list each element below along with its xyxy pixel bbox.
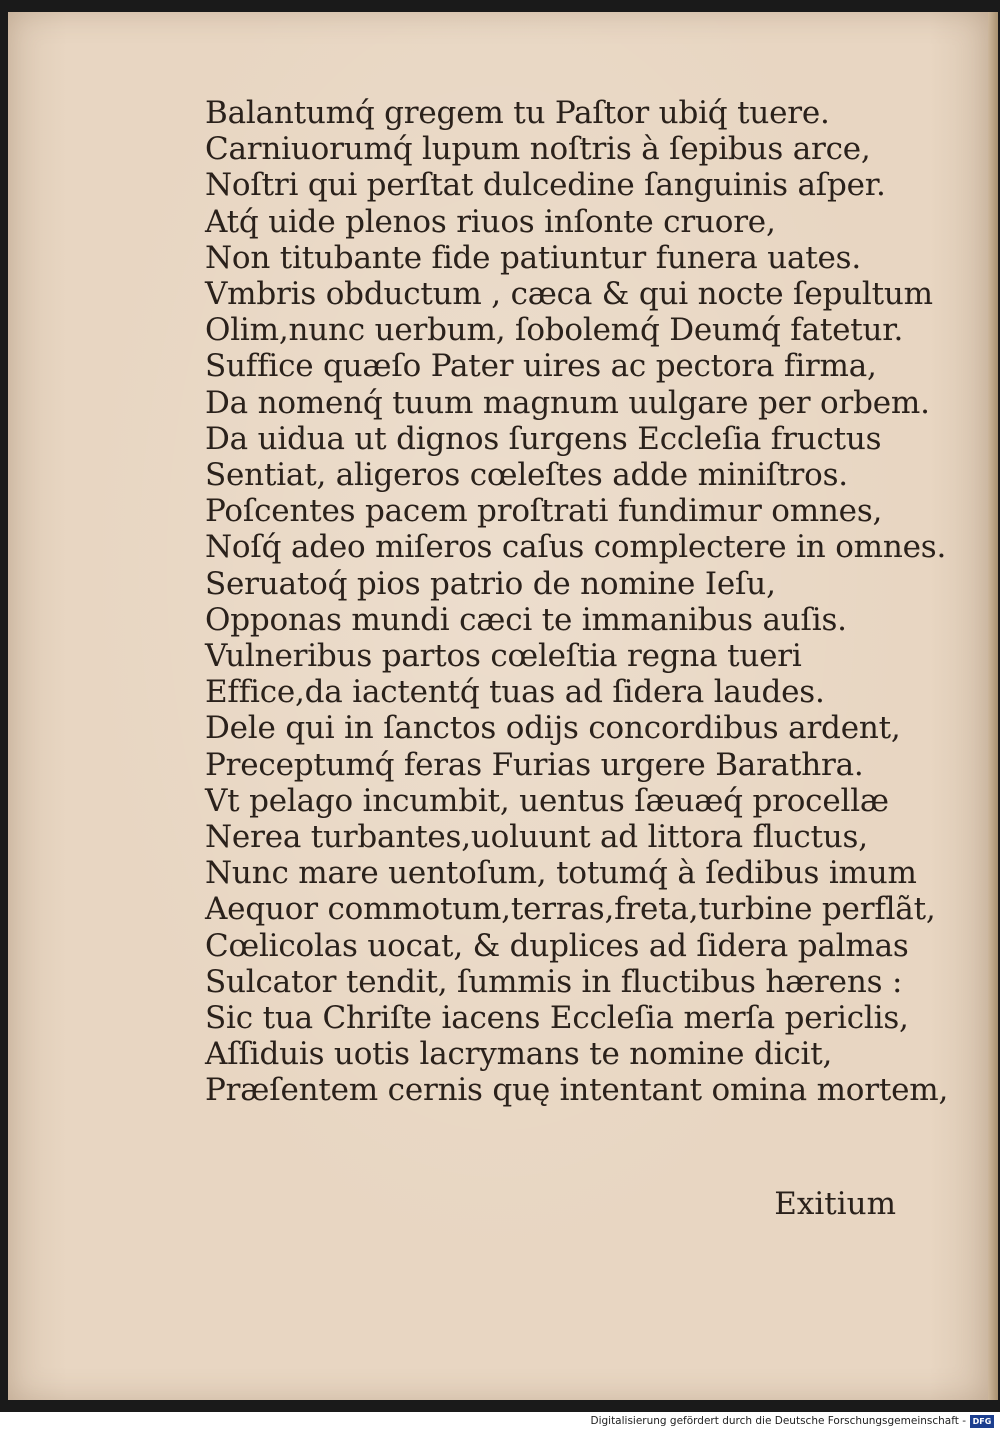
verse-line: Balantumq́ gregem tu Paſtor ubiq́ tuere. bbox=[205, 95, 830, 131]
verse-line: Suffice quæſo Pater uires ac pectora firma, bbox=[205, 348, 877, 385]
verse-line: Dele qui in ſanctos odijs concordibus ardent, bbox=[205, 710, 901, 747]
verse-line: Sentiat, aligeros cœleſtes adde miniſtros. bbox=[205, 457, 848, 494]
footer-bar bbox=[0, 1412, 1000, 1432]
verse-line: Noſtri qui perſtat dulcedine ſanguinis aſper. bbox=[205, 167, 886, 204]
verse-line: Atq́ uide plenos riuos inſonte cruore, bbox=[205, 203, 776, 240]
verse-line: Cœlicolas uocat, & duplices ad ſidera palmas bbox=[205, 927, 909, 964]
verse-line: Carniuorumq́ lupum noſtris à ſepibus arce, bbox=[205, 131, 871, 168]
verse-line: Nunc mare uentoſum, totumq́ à ſedibus imum bbox=[205, 855, 917, 892]
verse-line: Præſentem cernis quę intentant omina mortem, bbox=[205, 1072, 949, 1109]
verse-line: Effice,da iactentq́ tuas ad ſidera laudes. bbox=[205, 674, 825, 711]
verse-line: Preceptumq́ feras Furias urgere Barathra. bbox=[205, 746, 864, 783]
verse-line: Opponas mundi cæci te immanibus auſis. bbox=[205, 601, 847, 638]
verse-line: Da uidua ut dignos ſurgens Eccleſia fructus bbox=[205, 420, 882, 457]
verse-line: Vt pelago incumbit, uentus ſæuæq́ procellæ bbox=[205, 782, 889, 819]
verse-line: Aſſiduis uotis lacrymans te nomine dicit, bbox=[205, 1036, 833, 1073]
verse-line: Non titubante fide patiuntur funera uates. bbox=[205, 239, 862, 276]
verse-line: Vmbris obductum , cæca & qui nocte ſepultum bbox=[205, 276, 933, 313]
verse-block bbox=[205, 95, 949, 1109]
verse-line: Seruatoq́ pios patrio de nomine Ieſu, bbox=[205, 565, 776, 602]
verse-line: Olim,nunc uerbum, ſobolemq́ Deumq́ fatetur. bbox=[205, 312, 904, 349]
verse-line: Aequor commotum,terras,freta,turbine perflãt, bbox=[205, 891, 936, 928]
page-edge bbox=[988, 12, 998, 1400]
verse-line: Sulcator tendit, ſummis in fluctibus hærens : bbox=[205, 963, 903, 1000]
verse-line: Poſcentes pacem proſtrati fundimur omnes, bbox=[205, 493, 883, 530]
verse-line: Noſq́ adeo miſeros caſus complectere in omnes. bbox=[205, 529, 947, 566]
funding-credit: Digitalisierung gefördert durch die Deutsche Forschungsgemeinschaft - bbox=[590, 1415, 966, 1427]
catchword: Exitium bbox=[774, 1186, 896, 1222]
dfg-logo-icon[interactable]: DFG bbox=[970, 1415, 994, 1428]
verse-line: Nerea turbantes,uoluunt ad littora fluctus, bbox=[205, 819, 868, 856]
verse-line: Sic tua Chriſte iacens Eccleſia merſa periclis, bbox=[205, 1000, 909, 1037]
verse-line: Da nomenq́ tuum magnum uulgare per orbem. bbox=[205, 384, 930, 421]
verse-line: Vulneribus partos cœleſtia regna tueri bbox=[205, 638, 802, 675]
